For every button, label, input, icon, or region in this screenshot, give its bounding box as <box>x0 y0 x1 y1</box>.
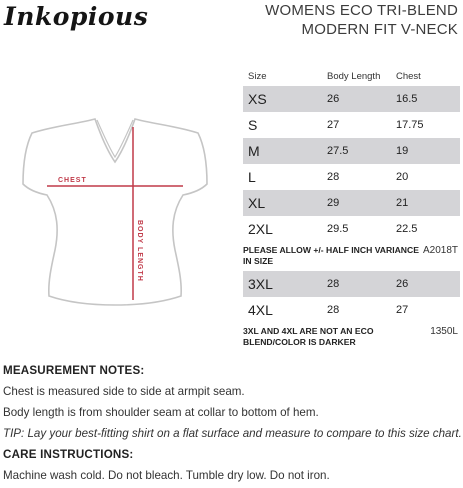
length-cell: 27 <box>327 119 340 131</box>
size-chart-table <box>243 66 460 352</box>
size-cell: XS <box>248 91 267 107</box>
header-size: Size <box>248 70 267 82</box>
shirt-diagram <box>0 100 232 320</box>
table-row <box>243 190 460 216</box>
size-cell: 3XL <box>248 276 273 292</box>
product-title-line1: WOMENS ECO TRI-BLEND <box>265 2 458 19</box>
table-row <box>243 112 460 138</box>
table-row <box>243 271 460 297</box>
size-cell: L <box>248 169 256 185</box>
eco-blend-note <box>243 323 460 352</box>
length-cell: 28 <box>327 278 340 290</box>
notes-section <box>3 360 461 486</box>
care-heading: CARE INSTRUCTIONS: <box>3 448 134 461</box>
chest-cell: 17.75 <box>396 119 424 131</box>
variance-note <box>243 242 460 271</box>
chest-cell: 27 <box>396 304 409 316</box>
table-row <box>243 138 460 164</box>
measurement-notes-heading: MEASUREMENT NOTES: <box>3 364 145 377</box>
table-row <box>243 216 460 242</box>
size-cell: S <box>248 117 258 133</box>
chest-cell: 16.5 <box>396 93 418 105</box>
chest-cell: 21 <box>396 197 409 209</box>
length-cell: 26 <box>327 93 340 105</box>
shirt-outline <box>23 119 207 305</box>
chest-cell: 19 <box>396 145 409 157</box>
length-cell: 27.5 <box>327 145 349 157</box>
care-text: Machine wash cold. Do not bleach. Tumble dry low. Do not iron. <box>3 469 330 482</box>
table-row <box>243 86 460 112</box>
chest-cell: 22.5 <box>396 223 418 235</box>
chest-note: Chest is measured side to side at armpit seam. <box>3 385 245 398</box>
style-code: 1350L <box>430 326 458 337</box>
size-cell: XL <box>248 195 266 211</box>
header-chest: Chest <box>396 70 421 82</box>
header-body-length: Body Length <box>327 70 381 82</box>
eco-blend-note-text: 3XL AND 4XL ARE NOT AN ECO BLEND/COLOR IS DARKER <box>243 326 374 347</box>
size-cell: M <box>248 143 260 159</box>
product-title-line2: MODERN FIT V-NECK <box>301 21 458 38</box>
length-cell: 29 <box>327 197 340 209</box>
table-row <box>243 297 460 323</box>
chest-cell: 20 <box>396 171 409 183</box>
length-cell: 28 <box>327 304 340 316</box>
style-code: A2018T <box>422 245 458 256</box>
length-cell: 29.5 <box>327 223 349 235</box>
table-header <box>243 66 460 86</box>
tip-note: TIP: Lay your best-fitting shirt on a flat surface and measure to compare to this size chart. <box>3 427 462 440</box>
variance-note-text: PLEASE ALLOW +/- HALF INCH VARIANCE IN SIZE <box>243 245 419 266</box>
brand-logo: Inkopious <box>4 2 149 31</box>
product-title <box>265 1 458 39</box>
table-row <box>243 164 460 190</box>
size-cell: 4XL <box>248 302 273 318</box>
length-label: BODY LENGTH <box>136 220 143 282</box>
chest-label: CHEST <box>58 177 87 184</box>
size-cell: 2XL <box>248 221 273 237</box>
chest-cell: 26 <box>396 278 409 290</box>
length-note: Body length is from shoulder seam at collar to bottom of hem. <box>3 406 319 419</box>
length-cell: 28 <box>327 171 340 183</box>
